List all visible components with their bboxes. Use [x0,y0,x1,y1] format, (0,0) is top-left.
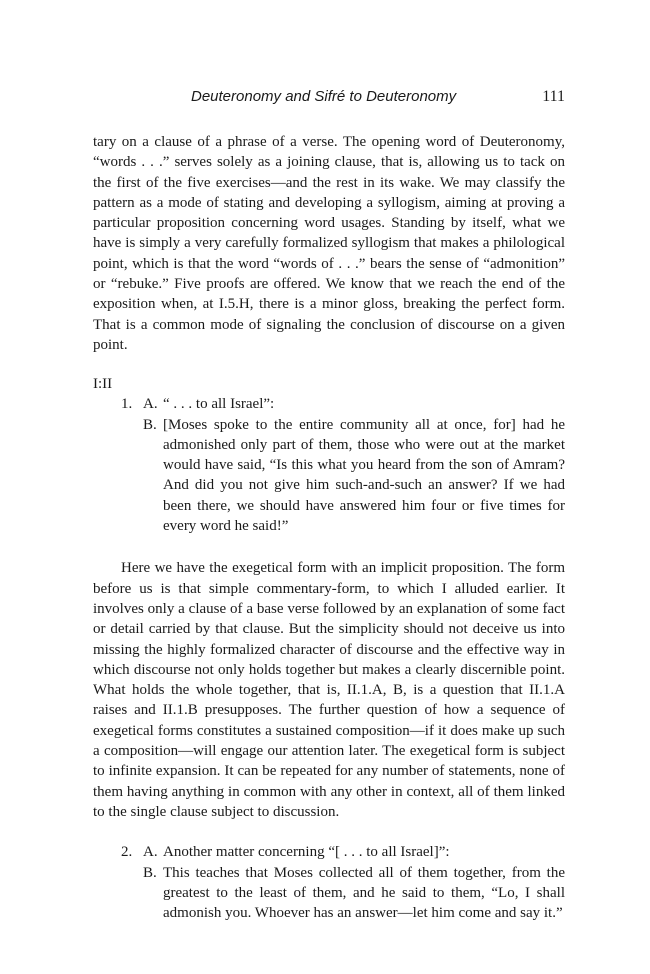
item-1-a-text: “ . . . to all Israel”: [163,396,275,413]
item-2-a [93,842,565,862]
page-header [93,88,565,114]
paragraph-1: tary on a clause of a phrase of a verse. The opening word of Deuteronomy, “words . . .” serves solely as a joining clause, that is, allowing us to tack on the first of the five exercises—and the rest in its wake. We may classify the pattern as a mode of stating and developing a syllogism, aiming at proving a particular proposition concerning word usages. Standing by itself, what we have is simply a very carefully formalized syllogism that makes a philological point, which is that the word “words of . . .” bears the sense of “admonition” or “rebuke.” Five proofs are offered. We know that we reach the end of the exposition when, at I.5.H, there is a minor gloss, breaking the perfect form. That is a common mode of signaling the conclusion of discourse on a given point. [93,134,565,353]
item-1-b-letter: B. [143,416,157,433]
item-2-b [93,863,565,924]
book-page [93,88,565,923]
item-1-a [93,394,565,414]
list-item-2 [93,842,565,923]
list-item-1 [93,394,565,536]
item-2-a-letter: A. [143,844,158,861]
item-2-b-letter: B. [143,864,157,881]
paragraph-2: Here we have the exegetical form with an implicit proposition. The form before us is that simple commentary-form, to which I alluded earlier. It involves only a clause of a base verse followed by an explanation of some fact or detail carried by that clause. But the simplicity should not deceive us into missing the highly formalized character of discourse and the effective way in which discourse not only holds together but makes a clearly discernible point. What holds the whole together, that is, II.1.A, B, is a question that II.1.A raises and II.1.B presupposes. The further question of how a sequence of exegetical forms constitutes a sustained composition—if it does make up such a composition—will engage our attention later. The exegetical form is subject to infinite expansion. It can be repeated for any number of statements, none of them having anything in common with any other in context, all of them linked to the single clause subject to discussion. [93,560,565,820]
item-2-b-text: This teaches that Moses collected all of them together, from the greatest to the least of them, and he said to them, “Lo, I shall admonish you. Whoever has an answer—let him come and say it.” [163,864,565,922]
item-1-b-text: [Moses spoke to the entire community all at once, for] had he admonished only part of them, those who were out at the market would have said, “Is this what you heard from the son of Amram? And did you not give him such-and-such an answer? If we had been there, we should have answered him four or five times for every word he said!” [163,416,565,535]
item-1-number: 1. [121,396,133,413]
item-1-b [93,415,565,537]
item-2-a-text: Another matter concerning “[ . . . to all Israel]”: [163,844,450,861]
running-title: Deuteronomy and Sifré to Deuteronomy [191,88,457,105]
item-2-number: 2. [121,844,133,861]
page-number: 111 [542,88,565,105]
item-1-a-letter: A. [143,396,158,413]
section-label: I:II [93,376,113,393]
